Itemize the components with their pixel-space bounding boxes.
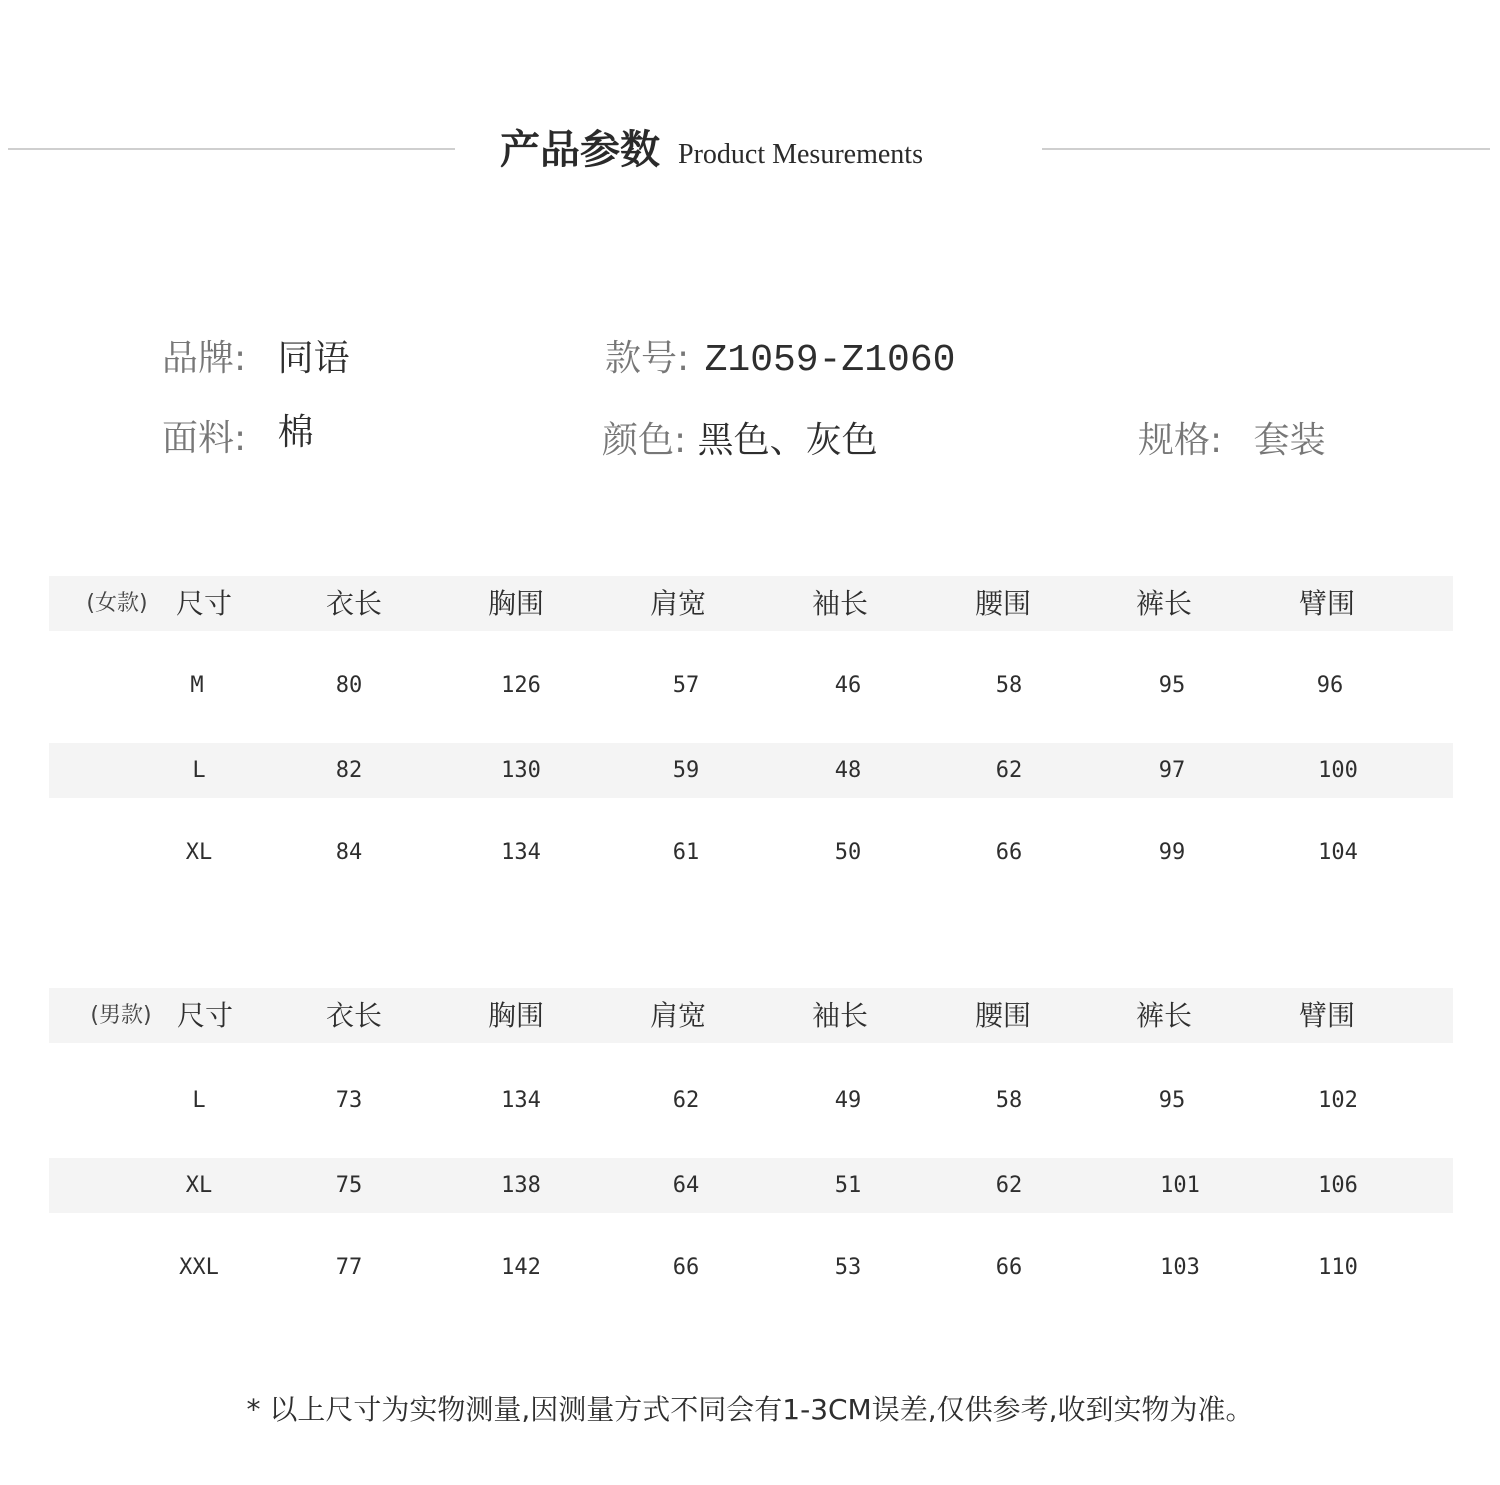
cell-arm: 102	[1318, 1088, 1358, 1113]
col-header-waist: 腰围	[974, 999, 1031, 1032]
cell-waist: 66	[995, 1255, 1023, 1280]
title-rule-left	[8, 148, 455, 150]
table-row	[49, 743, 1453, 798]
col-header-chest: 胸围	[487, 999, 544, 1032]
cell-pants-length: 99	[1158, 840, 1186, 865]
spec-info	[1138, 412, 1326, 463]
cell-sleeve: 51	[834, 1173, 862, 1198]
table-row	[49, 658, 1453, 713]
cell-pants-length: 97	[1158, 758, 1186, 783]
cell-pants-length: 101	[1160, 1173, 1200, 1198]
fabric-label: 面料:	[162, 418, 247, 459]
table-row	[49, 825, 1453, 880]
table-header-row	[49, 576, 1453, 631]
col-header-size: 尺寸	[176, 999, 233, 1032]
cell-chest: 130	[501, 758, 541, 783]
col-header-chest: 胸围	[487, 587, 544, 620]
cell-chest: 142	[501, 1255, 541, 1280]
col-header-waist: 腰围	[974, 587, 1031, 620]
col-header-arm: 臂围	[1298, 999, 1355, 1032]
cell-sleeve: 46	[834, 673, 862, 698]
cell-arm: 104	[1318, 840, 1358, 865]
table-row	[49, 1240, 1453, 1295]
cell-shoulder: 57	[672, 673, 700, 698]
cell-waist: 58	[995, 1088, 1023, 1113]
cell-sleeve: 49	[834, 1088, 862, 1113]
color-label: 颜色:	[602, 420, 687, 461]
page-title-zh: 产品参数	[500, 127, 660, 173]
spec-value: 套装	[1253, 420, 1326, 461]
cell-size: M	[190, 673, 204, 698]
brand-value: 同语	[277, 338, 350, 379]
table-row	[49, 1158, 1453, 1213]
brand-label: 品牌:	[162, 338, 247, 379]
col-header-shoulder: 肩宽	[649, 587, 706, 620]
cell-pants-length: 95	[1158, 1088, 1186, 1113]
page-title	[500, 118, 923, 175]
cell-waist: 58	[995, 673, 1023, 698]
group-label: (女款)	[86, 591, 148, 616]
cell-size: L	[192, 758, 206, 783]
cell-length: 77	[335, 1255, 363, 1280]
col-header-arm: 臂围	[1298, 587, 1355, 620]
col-header-pants-length: 裤长	[1135, 587, 1192, 620]
cell-waist: 66	[995, 840, 1023, 865]
cell-pants-length: 103	[1160, 1255, 1200, 1280]
model-info	[605, 330, 955, 382]
col-header-pants-length: 裤长	[1135, 999, 1192, 1032]
cell-length: 82	[335, 758, 363, 783]
cell-length: 80	[335, 673, 363, 698]
cell-arm: 100	[1318, 758, 1358, 783]
cell-length: 75	[335, 1173, 363, 1198]
cell-arm: 106	[1318, 1173, 1358, 1198]
fabric-info	[162, 410, 314, 461]
cell-chest: 138	[501, 1173, 541, 1198]
cell-size: XXL	[179, 1255, 219, 1280]
cell-arm: 96	[1316, 673, 1344, 698]
group-label: (男款)	[90, 1003, 152, 1028]
cell-size: L	[192, 1088, 206, 1113]
men-size-table	[49, 988, 1453, 1295]
cell-shoulder: 62	[672, 1088, 700, 1113]
col-header-size: 尺寸	[175, 587, 232, 620]
col-header-sleeve: 袖长	[811, 999, 868, 1032]
cell-chest: 134	[501, 840, 541, 865]
col-header-sleeve: 袖长	[811, 587, 868, 620]
col-header-length: 衣长	[325, 587, 382, 620]
cell-size: XL	[185, 1173, 213, 1198]
cell-shoulder: 66	[672, 1255, 700, 1280]
measurement-note: * 以上尺寸为实物测量,因测量方式不同会有1-3CM误差,仅供参考,收到实物为准。	[246, 1393, 1254, 1426]
model-label: 款号:	[605, 338, 690, 379]
spec-label: 规格:	[1138, 420, 1223, 461]
cell-shoulder: 64	[672, 1173, 700, 1198]
table-header-row	[49, 988, 1453, 1043]
women-size-table	[49, 576, 1453, 880]
color-info	[602, 412, 878, 463]
col-header-shoulder: 肩宽	[649, 999, 706, 1032]
brand-info	[162, 330, 350, 381]
table-row	[49, 1073, 1453, 1128]
cell-pants-length: 95	[1158, 673, 1186, 698]
cell-length: 73	[335, 1088, 363, 1113]
cell-shoulder: 61	[672, 840, 700, 865]
title-rule-right	[1042, 148, 1490, 150]
cell-waist: 62	[995, 758, 1023, 783]
page-title-en: Product Mesurements	[678, 139, 923, 170]
cell-sleeve: 48	[834, 758, 862, 783]
cell-sleeve: 50	[834, 840, 862, 865]
cell-shoulder: 59	[672, 758, 700, 783]
col-header-length: 衣长	[325, 999, 382, 1032]
fabric-value: 棉	[277, 412, 314, 453]
cell-arm: 110	[1318, 1255, 1358, 1280]
cell-size: XL	[185, 840, 213, 865]
cell-chest: 126	[501, 673, 541, 698]
color-value: 黑色、灰色	[697, 420, 878, 461]
cell-chest: 134	[501, 1088, 541, 1113]
cell-length: 84	[335, 840, 363, 865]
cell-waist: 62	[995, 1173, 1023, 1198]
model-value: Z1059-Z1060	[704, 339, 956, 382]
cell-sleeve: 53	[834, 1255, 862, 1280]
